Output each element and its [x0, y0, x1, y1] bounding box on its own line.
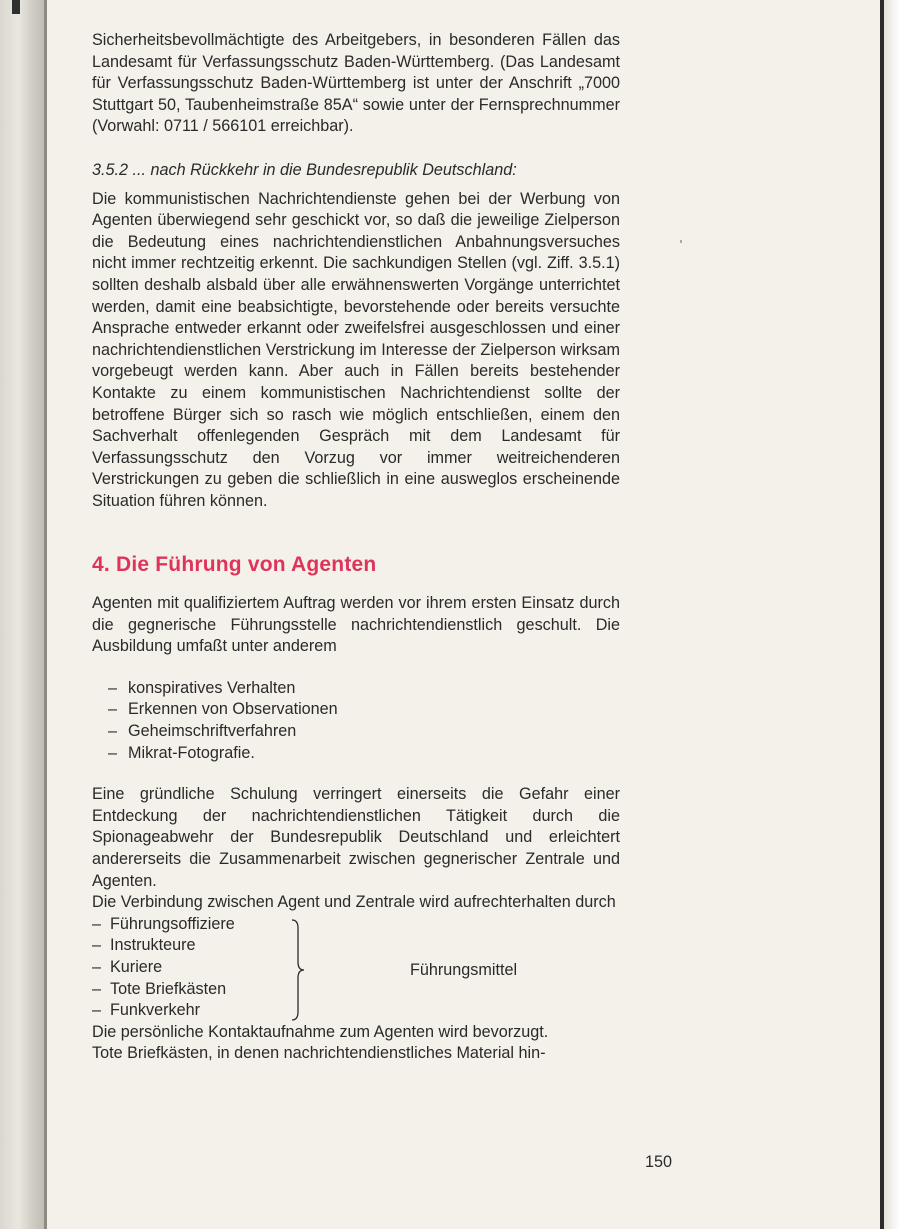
- list-item-text: Kuriere: [110, 957, 163, 976]
- page-corner-mark: [12, 0, 20, 14]
- list-item: [108, 743, 620, 765]
- paragraph-kontakt: Die persönliche Kontaktaufnahme zum Agenten wird bevorzugt.: [92, 1022, 549, 1041]
- paragraph-training: Agenten mit qualifiziertem Auftrag werden vor ihrem ersten Einsatz durch die gegnerische Führungsstelle nachrichtendienstlich geschult. Die Ausbildung umfaßt unter anderem: [92, 594, 620, 656]
- list-item: [92, 957, 620, 979]
- page-number: 150: [645, 1153, 673, 1171]
- dash-marker: –: [92, 936, 102, 955]
- section-title: 4. Die Führung von Agenten: [92, 553, 377, 577]
- dash-marker: –: [92, 979, 102, 998]
- list-item: [108, 678, 620, 700]
- means-of-control: [92, 914, 620, 1022]
- dash-marker: –: [108, 722, 118, 741]
- list-item: [108, 721, 620, 743]
- list-item-text: konspiratives Verhalten: [128, 678, 296, 697]
- page-content: [92, 30, 620, 1065]
- dash-marker: –: [108, 678, 118, 697]
- paragraph-schulung: Eine gründliche Schulung verringert einerseits die Gefahr einer Entdeckung der nachrichtendienstlichen Tätigkeit durch die Spionageabwehr der Bundesrepublik Deutschland und erleichtert andererseits die Zusammenarbeit zwischen gegnerischer Zentrale und Agenten.: [92, 785, 620, 890]
- dash-marker: –: [92, 914, 102, 933]
- paragraph-intro: Sicherheitsbevollmächtigte des Arbeitgebers, in besonderen Fällen das Landesamt für Verfassungsschutz Baden-Württemberg. (Das Landesamt für Verfassungsschutz Baden-Württemberg ist unter der Anschrift „7000 Stuttgart 50, Taubenheimstraße 85A“ sowie unter der Fernsprechnummer (Vorwahl: 0711 / 566101 erreichbar).: [92, 31, 620, 136]
- dash-marker: –: [108, 743, 118, 762]
- dash-marker: –: [92, 957, 102, 976]
- paper-speck: [680, 240, 682, 243]
- list-item: [92, 979, 620, 1001]
- paragraph-recruitment: Die kommunistischen Nachrichtendienste gehen bei der Werbung von Agenten überwiegend sehr geschickt vor, so daß die jeweilige Zielperson die Bedeutung eines nachrichtendienstlichen Anbahnungsversuches nicht immer rechtzeitig erkennt. Die sachkundigen Stellen (vgl. Ziff. 3.5.1) sollten deshalb alsbald über alle erwähnenswerten Vorgänge unterrichtet werden, damit eine beabsichtigte, bevorstehende oder bereits versuchte Ansprache entweder erkannt oder zweifelsfrei ausgeschlossen und einer nachrichtendienstlichen Verstrickung im Interesse der Zielperson wirksam vorgebeugt werden kann. Aber auch in Fällen bereits bestehender Kontakte zu einem kommunistischen Nachrichtendienst sollte der betroffene Bürger sich so rasch wie möglich entschließen, einem den Sachverhalt offenlegenden Gespräch mit dem Landesamt für Verfassungsschutz den Vorzug vor immer weitreichenderen Verstrickungen zu geben die schließlich in eine ausweglos erscheinende Situation führen können.: [92, 189, 620, 510]
- list-item: [92, 914, 620, 936]
- training-list: [108, 678, 620, 764]
- book-binding: [0, 0, 46, 1229]
- means-list: [92, 914, 620, 1022]
- list-item: [108, 699, 620, 721]
- list-item-text: Tote Briefkästen: [110, 979, 227, 998]
- dash-marker: –: [108, 700, 118, 719]
- list-item: [92, 935, 620, 957]
- page-right-shadow: [884, 0, 900, 1229]
- list-item-text: Funkverkehr: [110, 1001, 200, 1020]
- list-item-text: Erkennen von Observationen: [128, 700, 338, 719]
- list-item-text: Instrukteure: [110, 936, 196, 955]
- means-label: Führungsmittel: [410, 960, 518, 979]
- paragraph-briefkaesten: Tote Briefkästen, in denen nachrichtendienstliches Material hin-: [92, 1044, 546, 1063]
- list-item-text: Führungsoffiziere: [110, 914, 235, 933]
- list-item-text: Mikrat-Fotografie.: [128, 743, 255, 762]
- subheading-3-5-2: 3.5.2 ... nach Rückkehr in die Bundesrepublik Deutschland:: [92, 160, 517, 179]
- list-item-text: Geheimschriftverfahren: [128, 722, 297, 741]
- binding-edge: [44, 0, 47, 1229]
- curly-brace: [290, 918, 308, 1022]
- list-item: [92, 1000, 620, 1022]
- dash-marker: –: [92, 1001, 102, 1020]
- paragraph-verbindung: Die Verbindung zwischen Agent und Zentrale wird aufrechterhalten durch: [92, 893, 616, 912]
